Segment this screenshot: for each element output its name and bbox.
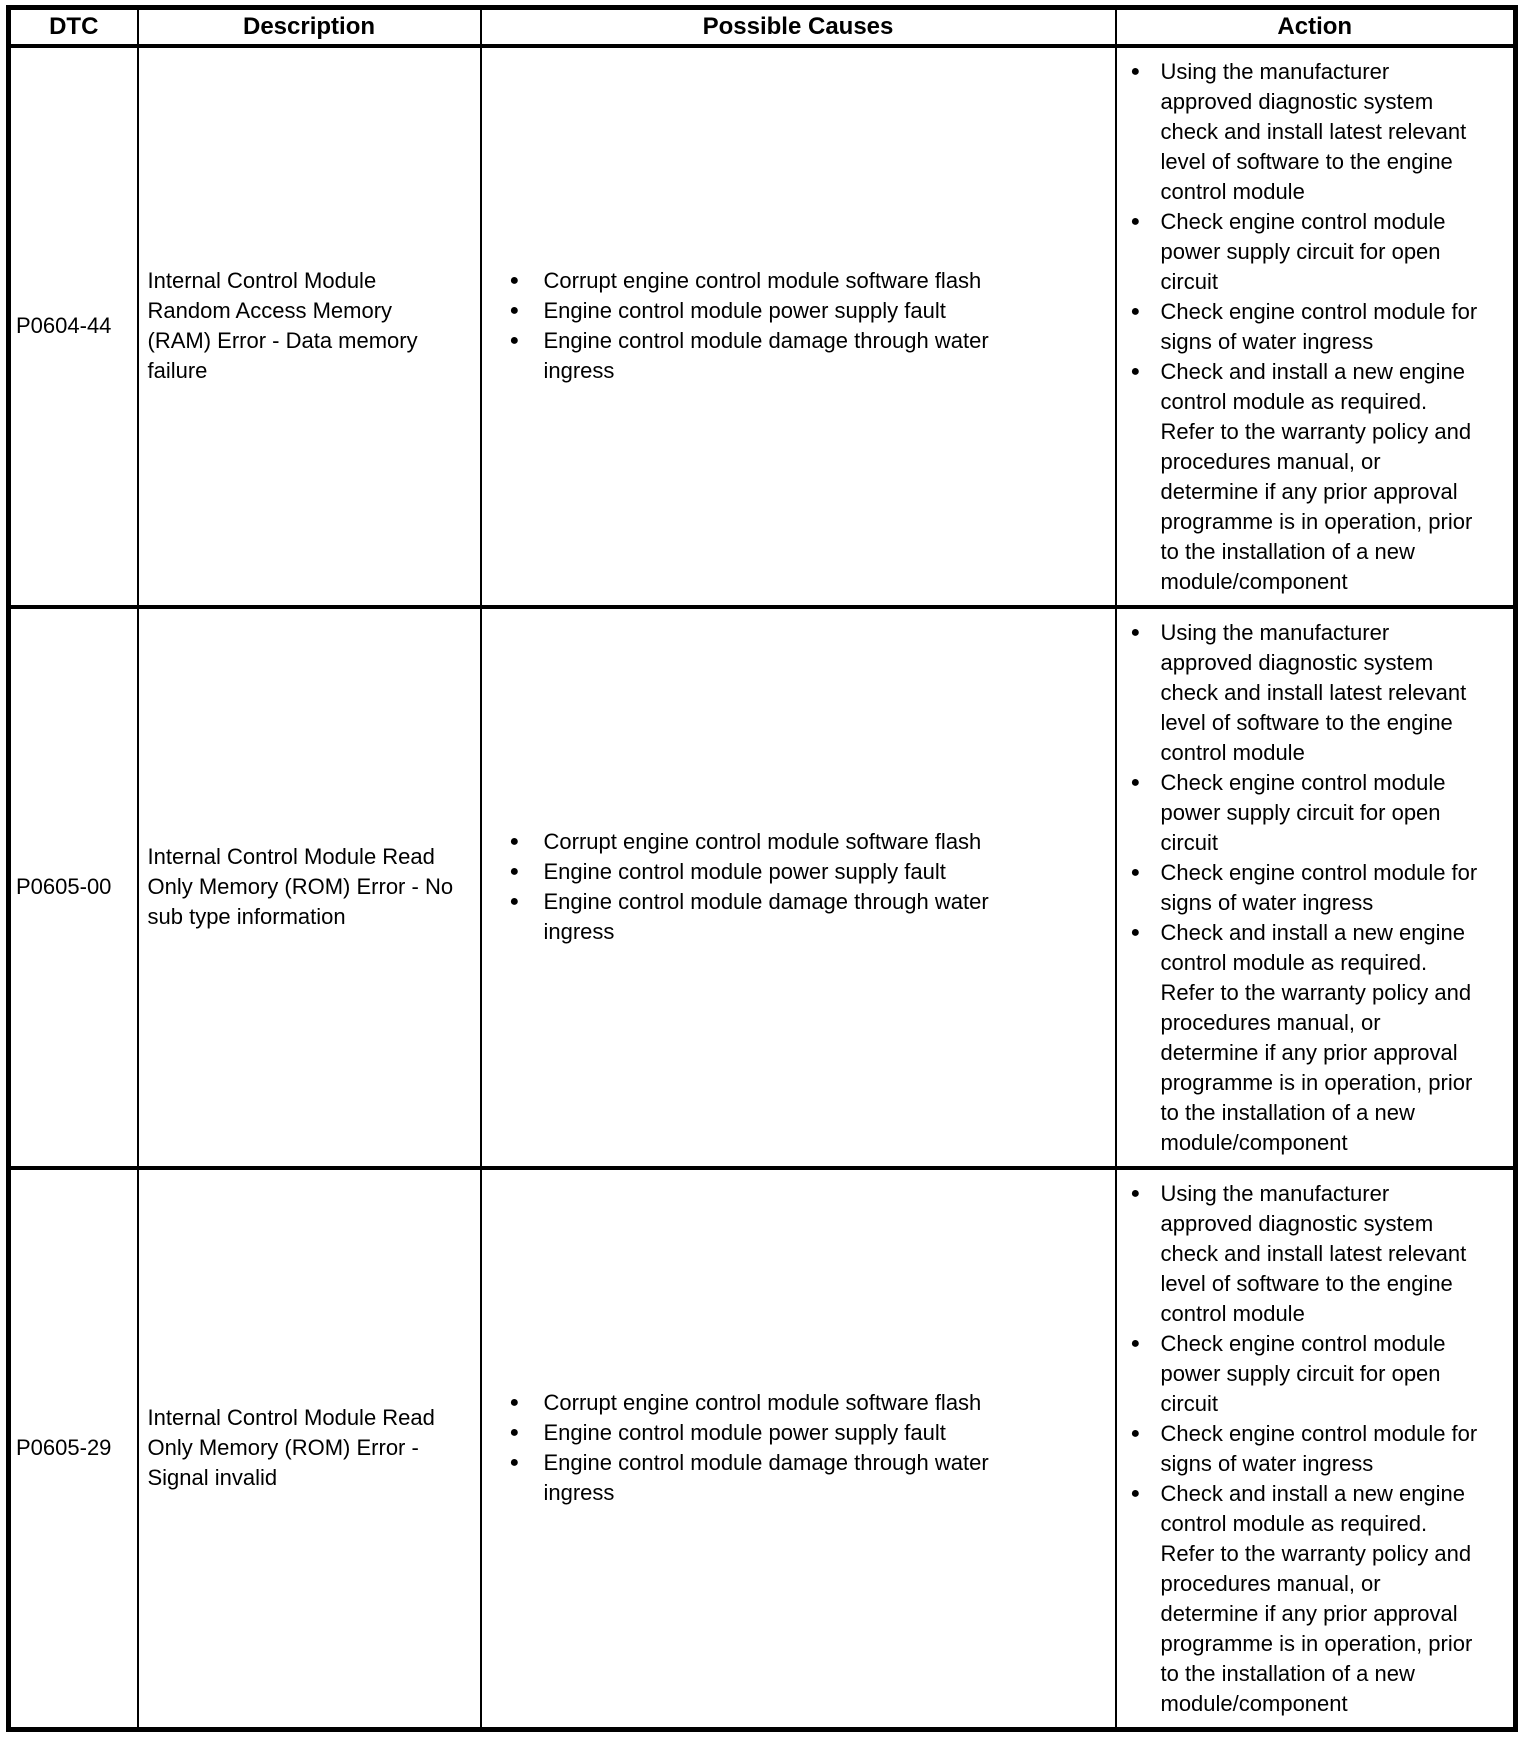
cause-item: ● Corrupt engine control module software flash xyxy=(508,266,1034,296)
description-text: Internal Control Module Random Access Memory (RAM) Error - Data memory failure xyxy=(147,268,418,383)
possible-causes-cell xyxy=(481,1168,1116,1730)
cause-item: ● Engine control module power supply fault xyxy=(508,1418,1034,1448)
possible-causes-cell xyxy=(481,607,1116,1168)
action-cell xyxy=(1116,46,1516,607)
table-row xyxy=(9,1168,1516,1730)
action-item: ● Check engine control module for signs of water ingress xyxy=(1131,297,1479,357)
action-item: ● Check engine control module for signs of water ingress xyxy=(1131,858,1479,918)
possible-causes-cell xyxy=(481,46,1116,607)
description-text: Internal Control Module Read Only Memory (ROM) Error - No sub type information xyxy=(147,844,454,929)
action-item: ● Check and install a new engine control module as required. Refer to the warranty policy and procedures manual, or determine if any prior approval programme is in operation, prior to the installation of a new module/component xyxy=(1131,918,1479,1158)
dtc-cell: P0605-29 xyxy=(9,1168,138,1730)
dtc-cell: P0605-00 xyxy=(9,607,138,1168)
action-item: ● Using the manufacturer approved diagnostic system check and install latest relevant level of software to the engine control module xyxy=(1131,57,1479,207)
cause-item: ● Engine control module damage through water ingress xyxy=(508,1448,1034,1508)
actions-list xyxy=(1131,57,1510,597)
action-item: ● Using the manufacturer approved diagnostic system check and install latest relevant level of software to the engine control module xyxy=(1131,618,1479,768)
causes-list xyxy=(508,827,1115,947)
dtc-cell: P0604-44 xyxy=(9,46,138,607)
cause-item: ● Corrupt engine control module software flash xyxy=(508,827,1034,857)
action-cell xyxy=(1116,607,1516,1168)
column-header-action: Action xyxy=(1116,8,1516,46)
causes-list xyxy=(508,266,1115,386)
dtc-table xyxy=(6,5,1518,1732)
cause-item: ● Engine control module damage through water ingress xyxy=(508,887,1034,947)
action-item: ● Using the manufacturer approved diagnostic system check and install latest relevant level of software to the engine control module xyxy=(1131,1179,1479,1329)
action-cell xyxy=(1116,1168,1516,1730)
description-text: Internal Control Module Read Only Memory (ROM) Error - Signal invalid xyxy=(147,1405,435,1490)
description-cell xyxy=(138,46,481,607)
actions-list xyxy=(1131,1179,1510,1719)
action-item: ● Check engine control module power supply circuit for open circuit xyxy=(1131,768,1479,858)
column-header-description: Description xyxy=(138,8,481,46)
table-body xyxy=(9,46,1516,1730)
table-header xyxy=(9,8,1516,46)
description-cell xyxy=(138,1168,481,1730)
cause-item: ● Corrupt engine control module software flash xyxy=(508,1388,1034,1418)
table-row xyxy=(9,607,1516,1168)
causes-list xyxy=(508,1388,1115,1508)
description-cell xyxy=(138,607,481,1168)
cause-item: ● Engine control module damage through water ingress xyxy=(508,326,1034,386)
actions-list xyxy=(1131,618,1510,1158)
column-header-dtc: DTC xyxy=(9,8,138,46)
action-item: ● Check and install a new engine control module as required. Refer to the warranty policy and procedures manual, or determine if any prior approval programme is in operation, prior to the installation of a new module/component xyxy=(1131,357,1479,597)
action-item: ● Check engine control module power supply circuit for open circuit xyxy=(1131,1329,1479,1419)
action-item: ● Check and install a new engine control module as required. Refer to the warranty policy and procedures manual, or determine if any prior approval programme is in operation, prior to the installation of a new module/component xyxy=(1131,1479,1479,1719)
action-item: ● Check engine control module power supply circuit for open circuit xyxy=(1131,207,1479,297)
cause-item: ● Engine control module power supply fault xyxy=(508,857,1034,887)
action-item: ● Check engine control module for signs of water ingress xyxy=(1131,1419,1479,1479)
table-row xyxy=(9,46,1516,607)
column-header-possible-causes: Possible Causes xyxy=(481,8,1116,46)
header-row xyxy=(9,8,1516,46)
cause-item: ● Engine control module power supply fault xyxy=(508,296,1034,326)
